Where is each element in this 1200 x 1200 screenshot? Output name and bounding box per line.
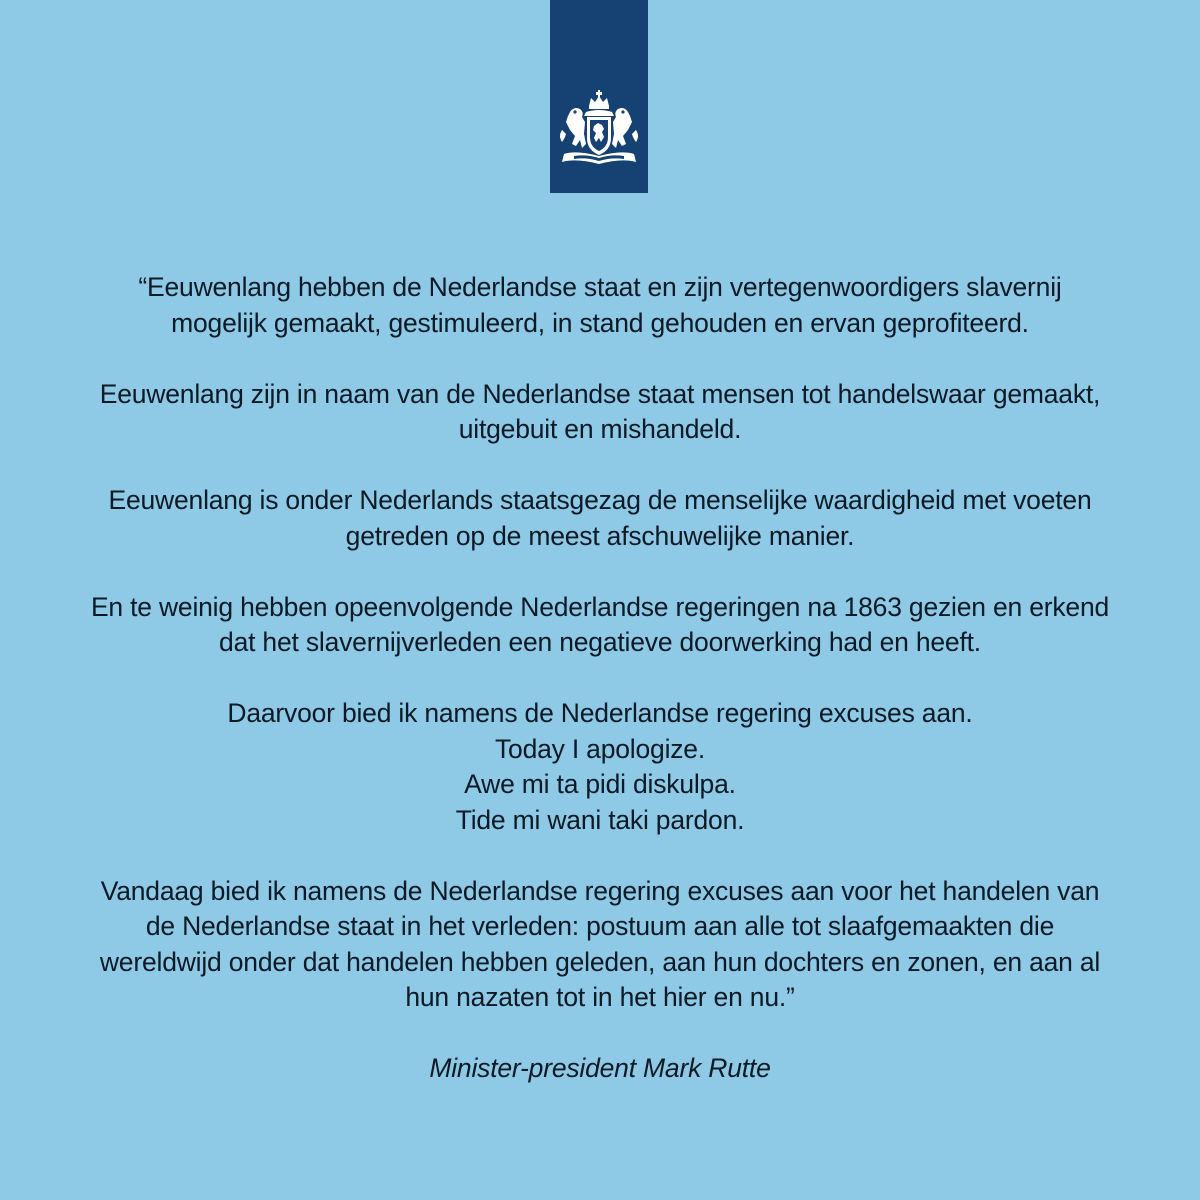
text-line: Awe mi ta pidi diskulpa.	[464, 769, 736, 799]
text-line: wereldwijd onder dat handelen hebben geleden, aan hun dochters en zonen, en aan al	[99, 946, 1101, 977]
text-line: “Eeuwenlang hebben de Nederlandse staat en zijn vertegenwoordigers slavernij	[138, 272, 1062, 302]
paragraph	[60, 377, 1140, 448]
paragraph	[60, 590, 1140, 661]
government-logo-ribbon	[550, 0, 648, 193]
coat-of-arms-icon	[556, 90, 642, 170]
text-line: getreden op de meest afschuwelijke manier.	[345, 520, 855, 551]
text-line: Today I apologize.	[494, 733, 706, 764]
text-line: Vandaag bied ik namens de Nederlandse regering excuses aan voor het handelen van	[100, 875, 1100, 906]
text-line: mogelijk gemaakt, gestimuleerd, in stand gehouden en ervan geprofiteerd.	[171, 307, 1029, 338]
text-line: Tide mi wani taki pardon.	[455, 804, 745, 835]
text-line: Eeuwenlang is onder Nederlands staatsgezag de menselijke waardigheid met voeten	[108, 485, 1092, 515]
text-line: Daarvoor bied ik namens de Nederlandse regering excuses aan.	[227, 698, 973, 728]
paragraph	[60, 270, 1140, 341]
text-line: dat het slavernijverleden een negatieve doorwerking had en heeft.	[219, 627, 981, 657]
text-line: Eeuwenlang zijn in naam van de Nederlandse staat mensen tot handelswaar gemaakt,	[99, 378, 1101, 409]
paragraph	[60, 696, 1140, 838]
text-line: En te weinig hebben opeenvolgende Nederlandse regeringen na 1863 gezien en erkend	[90, 591, 1110, 622]
apology-statement	[60, 270, 1140, 1087]
text-line: de Nederlandse staat in het verleden: postuum aan alle tot slaafgemaakten die	[145, 911, 1055, 941]
text-line: hun nazaten tot in het hier en nu.”	[405, 982, 795, 1012]
paragraph	[60, 483, 1140, 554]
attribution: Minister-president Mark Rutte	[429, 1053, 771, 1083]
paragraph	[60, 874, 1140, 1016]
text-line: uitgebuit en mishandeld.	[458, 414, 742, 444]
